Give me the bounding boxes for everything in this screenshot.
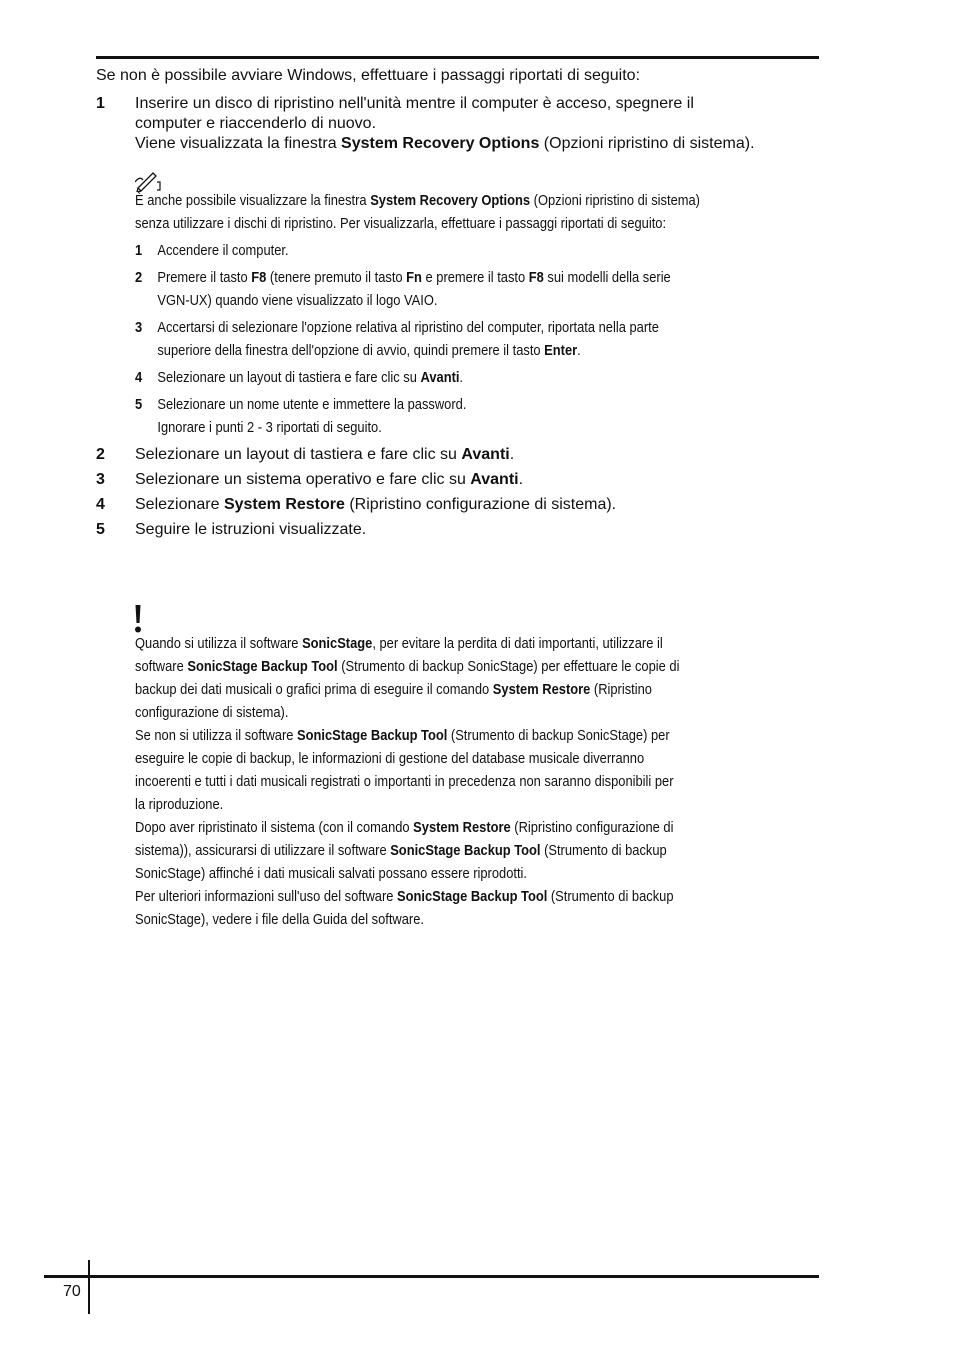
note-text: È anche possibile visualizzare la finestra System Recovery Options (Opzioni ripristino di sistema) [135,192,700,209]
warning-text: configurazione di sistema). [135,704,289,721]
note-text: senza utilizzare i dischi di ripristino. Per visualizzarla, effettuare i passaggi riportati di seguito: [135,215,667,232]
step-text: Selezionare System Restore (Ripristino configurazione di sistema). [135,496,617,513]
intro-text: Se non è possibile avviare Windows, effettuare i passaggi riportati di seguito: [96,67,641,84]
bottom-rule [44,1275,819,1278]
step-number: 5 [96,521,105,538]
warning-text: la riproduzione. [135,796,224,813]
step-text: Inserire un disco di ripristino nell'unità mentre il computer è acceso, spegnere il [135,95,694,112]
footer-divider [88,1260,90,1314]
top-rule [96,56,819,59]
warning-text: software SonicStage Backup Tool (Strumento di backup SonicStage) per effettuare le copie di [135,658,680,675]
step-number: 1 [96,95,105,112]
step-text: Selezionare un sistema operativo e fare clic su Avanti. [135,471,524,488]
substep-text: VGN-UX) quando viene visualizzato il logo VAIO. [157,292,438,309]
warning-text: Se non si utilizza il software SonicStage Backup Tool (Strumento di backup SonicStage) per [135,727,670,744]
warning-block [135,632,768,931]
substep-text: Selezionare un nome utente e immettere la password. [157,396,467,413]
substep-text: Ignorare i punti 2 - 3 riportati di seguito. [157,419,382,436]
substep-number: 3 [135,319,143,336]
note-block [135,189,792,235]
warning-text: Dopo aver ripristinato il sistema (con il comando System Restore (Ripristino configurazione di [135,819,674,836]
exclamation-icon [134,605,142,633]
step-text: Selezionare un layout di tastiera e fare clic su Avanti. [135,446,515,463]
substep-text: Accendere il computer. [157,242,289,259]
warning-text: incoerenti e tutti i dati musicali registrati o importanti in precedenza non saranno disponibili per [135,773,674,790]
substep-number: 2 [135,269,143,286]
substep-number: 4 [135,369,143,386]
warning-text: backup dei dati musicali o grafici prima di eseguire il comando System Restore (Ripristino [135,681,652,698]
substep-text: Accertarsi di selezionare l'opzione relativa al ripristino del computer, riportata nella parte [157,319,659,336]
warning-text: SonicStage) affinché i dati musicali salvati possano essere riprodotti. [135,865,527,882]
step-body [135,94,825,154]
step-text: Viene visualizzata la finestra System Recovery Options (Opzioni ripristino di sistema). [135,135,755,152]
step-number: 3 [96,471,105,488]
substep-text: superiore della finestra dell'opzione di avvio, quindi premere il tasto Enter. [157,342,581,359]
step-text: Seguire le istruzioni visualizzate. [135,521,367,538]
substep-number: 1 [135,242,143,259]
warning-text: Per ulteriori informazioni sull'uso del software SonicStage Backup Tool (Strumento di backup [135,888,674,905]
step-text: computer e riaccenderlo di nuovo. [135,115,377,132]
warning-text: sistema)), assicurarsi di utilizzare il software SonicStage Backup Tool (Strumento di backup [135,842,667,859]
warning-text: SonicStage), vedere i file della Guida del software. [135,911,424,928]
warning-text: eseguire le copie di backup, le informazioni di gestione del database musicale diverranno [135,750,645,767]
substep-text: Premere il tasto F8 (tenere premuto il tasto Fn e premere il tasto F8 sui modelli della serie [157,269,671,286]
step-number: 4 [96,496,105,513]
warning-text: Quando si utilizza il software SonicStage, per evitare la perdita di dati importanti, utilizzare il [135,635,663,652]
substep-text: Selezionare un layout di tastiera e fare clic su Avanti. [157,369,464,386]
substep-number: 5 [135,396,143,413]
step-number: 2 [96,446,105,463]
page-number: 70 [63,1283,81,1300]
